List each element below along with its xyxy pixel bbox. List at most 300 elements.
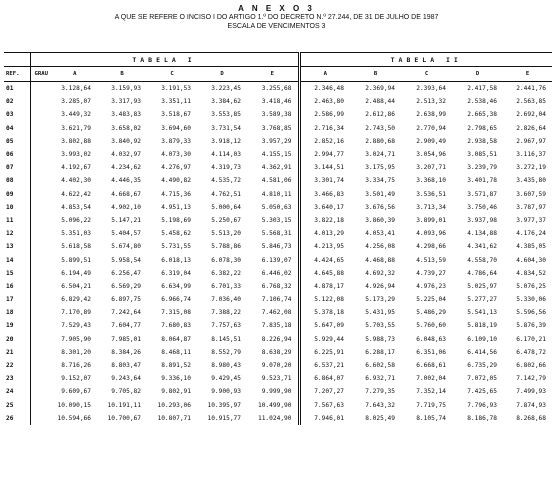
tabela-2-value: 6.602,58 <box>365 362 395 370</box>
tabela-1-value: 7.757,63 <box>211 322 241 330</box>
tabela-1-value: 5.000,64 <box>211 203 241 211</box>
column-header-t2-0: A <box>299 67 350 82</box>
tabela-2-value: 5.076,25 <box>516 282 546 290</box>
column-header-row <box>4 67 552 82</box>
tabela-1-value: 3.223,45 <box>211 85 241 93</box>
tabela-1-value: 6.701,33 <box>211 282 241 290</box>
tabela-1-value: 6.569,29 <box>111 282 141 290</box>
tabela-1-value: 10.191,11 <box>107 401 141 409</box>
tabela-1-value: 4.234,62 <box>111 164 141 172</box>
tabela-2-value: 7.946,01 <box>314 414 344 422</box>
tabela-1-value: 8.226,94 <box>247 333 299 346</box>
table-row <box>4 267 552 280</box>
tabela-2-value: 8.025,49 <box>365 414 395 422</box>
tabela-1-value: 5.513,20 <box>211 230 241 238</box>
tabela-2-value: 5.025,97 <box>467 282 497 290</box>
tabela-1-value: 3.518,67 <box>161 111 191 119</box>
tabela-1-value: 10.807,71 <box>157 414 191 422</box>
column-header-t2-3: D <box>452 67 503 82</box>
tabela-1-value: 3.879,33 <box>161 137 191 145</box>
tabela-1-value: 9.429,45 <box>211 375 241 383</box>
tabela-1-value: 4.951,13 <box>161 203 191 211</box>
tabela-1-value: 4.581,06 <box>247 174 299 187</box>
tabela-1-value: 5.250,67 <box>211 216 241 224</box>
tabela-2-value: 2.798,65 <box>467 124 497 132</box>
ref-cell: 23 <box>4 372 30 385</box>
table-row <box>4 359 552 372</box>
table-row <box>4 399 552 412</box>
tabela-2-value: 4.176,24 <box>516 230 546 238</box>
tabela-1-value: 7.905,90 <box>61 335 91 343</box>
tabela-1-value: 6.504,21 <box>61 282 91 290</box>
tabela-1-value: 10.499,90 <box>247 399 299 412</box>
tabela-1-value: 7.835,18 <box>247 319 299 332</box>
ref-cell: 05 <box>4 135 30 148</box>
ref-cell: 18 <box>4 306 30 319</box>
tabela-1-value: 3.553,85 <box>211 111 241 119</box>
tabela-2-value: 5.703,55 <box>365 322 395 330</box>
tabela-1-value: 3.384,62 <box>211 98 241 106</box>
tabela-2-value: 6.802,66 <box>516 362 546 370</box>
tabela-2-value: 6.048,63 <box>416 335 446 343</box>
column-header-t1-0 <box>30 67 97 82</box>
tabela-2-value: 3.750,46 <box>467 203 497 211</box>
tabela-2-value: 4.692,32 <box>365 269 395 277</box>
tabela-1-value: 7.985,01 <box>111 335 141 343</box>
tabela-2-value: 5.486,29 <box>416 309 446 317</box>
tabela-1-value: 8.716,26 <box>61 362 91 370</box>
tabela-1-value: 6.194,49 <box>61 269 91 277</box>
tabela-2-value: 4.093,96 <box>416 230 446 238</box>
column-header-t2-1: B <box>350 67 401 82</box>
table-row <box>4 82 552 96</box>
tabela-1-value: 4.114,03 <box>211 151 241 159</box>
tabela-2-value: 7.352,14 <box>416 388 446 396</box>
tabela-2-value: 3.272,19 <box>516 164 546 172</box>
table-row <box>4 188 552 201</box>
tabela-1-value: 6.446,02 <box>247 267 299 280</box>
tabela-2-value: 7.072,05 <box>467 375 497 383</box>
tabela-1-value: 3.159,93 <box>111 85 141 93</box>
tabela-1-value: 8.891,52 <box>161 362 191 370</box>
tabela-2-value: 2.826,64 <box>516 124 546 132</box>
tabela-2-value: 5.378,18 <box>314 309 344 317</box>
tabela-1-value: 3.957,29 <box>247 135 299 148</box>
tabela-1-value: 3.731,54 <box>211 124 241 132</box>
tabela-2-value: 4.645,88 <box>314 269 344 277</box>
tabela-2-value: 2.612,86 <box>365 111 395 119</box>
tabela-2-value: 3.822,18 <box>314 216 344 224</box>
tabela-2-value: 7.425,65 <box>467 388 497 396</box>
tabela-2-value: 4.739,27 <box>416 269 446 277</box>
ref-cell: 26 <box>4 412 30 425</box>
tabela-1-value: 8.803,47 <box>111 362 141 370</box>
table-row <box>4 306 552 319</box>
tabela-1-value: 3.317,93 <box>111 98 141 106</box>
tabela-2-value: 4.926,94 <box>365 282 395 290</box>
tabela-2-value: 4.424,65 <box>314 256 344 264</box>
tabela-1-value: 10.594,66 <box>57 414 91 422</box>
tabela-1-value: 3.191,53 <box>161 85 191 93</box>
tabela-2-value: 6.864,07 <box>314 375 344 383</box>
table-row <box>4 201 552 214</box>
tabela-2-value: 6.537,21 <box>314 362 344 370</box>
tabela-1-value: 10.293,06 <box>157 401 191 409</box>
tabela-2-value: 3.401,78 <box>467 177 497 185</box>
tabela-1-value: 3.658,02 <box>111 124 141 132</box>
tabela-1-value: 9.999,90 <box>247 385 299 398</box>
tabela-1-value: 5.731,55 <box>161 243 191 251</box>
ref-cell: 19 <box>4 319 30 332</box>
tabela-2-value: 5.988,73 <box>365 335 395 343</box>
tabela-2-value: 5.647,09 <box>314 322 344 330</box>
table-body <box>4 82 552 425</box>
ref-header: REF. <box>4 67 30 82</box>
tabela-1-value: 6.382,22 <box>211 269 241 277</box>
table-row <box>4 214 552 227</box>
tabela-2-value: 3.024,71 <box>365 151 395 159</box>
tabela-2-value: 7.796,93 <box>467 401 497 409</box>
tabela-1-value: 8.552,79 <box>211 348 241 356</box>
tabela-2-value: 4.053,41 <box>365 230 395 238</box>
tabela-2-value: 2.716,34 <box>314 124 344 132</box>
decree-reference: A QUE SE REFERE O INCISO I DO ARTIGO 1.º DO DECRETO N.º 27.244, DE 31 DE JULHO DE 1987 <box>114 14 439 21</box>
tabela-2-value: 5.760,60 <box>416 322 446 330</box>
tabela-1-value: 7.680,83 <box>161 322 191 330</box>
tabela-1-value: 9.802,91 <box>161 388 191 396</box>
tabela-2-value: 2.692,04 <box>516 111 546 119</box>
tabela-1-value: 3.128,64 <box>61 85 91 93</box>
tabela-1-value: 7.604,77 <box>111 322 141 330</box>
tabela-2-value: 3.116,37 <box>516 151 546 159</box>
table-row <box>4 293 552 306</box>
tabela-2-value: 5.173,29 <box>365 296 395 304</box>
tabela-2-value: 4.298,66 <box>416 243 446 251</box>
tabela-1-value: 10.395,97 <box>207 401 241 409</box>
tabela-1-value: 7.242,64 <box>111 309 141 317</box>
table-row <box>4 319 552 332</box>
tabela-1-value: 5.404,57 <box>111 230 141 238</box>
table-row <box>4 148 552 161</box>
tabela-2-value: 8.105,74 <box>416 414 446 422</box>
tabela-1-value: 4.535,72 <box>211 177 241 185</box>
tabela-1-value: 6.319,04 <box>161 269 191 277</box>
tabela-2-value: 4.213,95 <box>314 243 344 251</box>
annex-title: A N E X O 3 <box>238 4 315 13</box>
tabela-2-value: 2.346,48 <box>314 85 344 93</box>
tabela-1-value: 4.319,73 <box>211 164 241 172</box>
tabela-1-value: 3.694,60 <box>161 124 191 132</box>
tabela-2-value: 6.478,72 <box>516 348 546 356</box>
ref-cell: 13 <box>4 240 30 253</box>
tabela-2-value: 4.013,29 <box>314 230 344 238</box>
column-header-t1-4: E <box>247 67 299 82</box>
tabela-2-value: 7.207,27 <box>314 388 344 396</box>
table-row <box>4 108 552 121</box>
tabela-2-value: 2.994,77 <box>314 151 344 159</box>
tabela-1-value: 4.490,82 <box>161 177 191 185</box>
tabela-1-value: 3.768,85 <box>247 122 299 135</box>
tabela-1-value: 5.458,62 <box>161 230 191 238</box>
tabela-1-value: 5.050,63 <box>247 201 299 214</box>
tabela-1-value: 3.255,68 <box>247 82 299 96</box>
tabela-1-value: 9.609,67 <box>61 388 91 396</box>
tabela-2-value: 6.170,21 <box>516 335 546 343</box>
column-header-t1-1: B <box>97 67 147 82</box>
tabela-1-value: 6.139,07 <box>247 253 299 266</box>
tabela-2-value: 2.513,32 <box>416 98 446 106</box>
tabela-2-value: 2.488,44 <box>365 98 395 106</box>
tabela-1-value: 5.568,31 <box>247 227 299 240</box>
column-header-t1-2: C <box>147 67 197 82</box>
tabela-2-value: 3.571,87 <box>467 190 497 198</box>
tabela-1-value: 3.483,83 <box>111 111 141 119</box>
tabela-2-value: 3.207,71 <box>416 164 446 172</box>
salary-scale-title: ESCALA DE VENCIMENTOS 3 <box>227 23 326 30</box>
tabela-1-value: 6.634,99 <box>161 282 191 290</box>
tabela-2-value: 7.719,75 <box>416 401 446 409</box>
tabela-2-value: 3.368,10 <box>416 177 446 185</box>
ref-cell: 03 <box>4 108 30 121</box>
tabela-1-value: 3.918,12 <box>211 137 241 145</box>
tabela-2-value: 4.604,30 <box>516 256 546 264</box>
tabela-1-value: 4.362,91 <box>247 161 299 174</box>
tabela-1-value: 9.243,64 <box>111 375 141 383</box>
tabela-1-value: 9.152,07 <box>61 375 91 383</box>
tabela-1-value: 6.829,42 <box>61 296 91 304</box>
ref-cell: 17 <box>4 293 30 306</box>
table-row <box>4 253 552 266</box>
tabela-2-value: 6.225,91 <box>314 348 344 356</box>
tabela-2-value: 3.536,51 <box>416 190 446 198</box>
tabela-2-value: 6.109,10 <box>467 335 497 343</box>
tabela-2-value: 4.786,64 <box>467 269 497 277</box>
tabela-1-value: 4.902,10 <box>111 203 141 211</box>
tabela-2-value: 4.341,62 <box>467 243 497 251</box>
tabela-2-value: 3.787,97 <box>516 203 546 211</box>
tabela-2-value: 7.279,35 <box>365 388 395 396</box>
tabela-2-value: 3.239,79 <box>467 164 497 172</box>
tabela-2-value: 5.122,08 <box>314 296 344 304</box>
column-header-t1-3: D <box>197 67 247 82</box>
tabela-2-value: 3.085,51 <box>467 151 497 159</box>
tabela-2-value: 7.874,93 <box>516 401 546 409</box>
tabela-1-value: 4.668,67 <box>111 190 141 198</box>
column-header-t2-4: E <box>503 67 552 82</box>
tabela-2-value: 8.186,78 <box>467 414 497 422</box>
tabela-1-value: 5.899,51 <box>61 256 91 264</box>
tabela-2-value: 7.567,63 <box>314 401 344 409</box>
ref-cell: 22 <box>4 359 30 372</box>
table-row <box>4 333 552 346</box>
ref-cell: 06 <box>4 148 30 161</box>
ref-cell: 10 <box>4 201 30 214</box>
tabela-2-value: 5.596,56 <box>516 309 546 317</box>
tabela-2-value: 4.468,88 <box>365 256 395 264</box>
tabela-2-value: 4.878,17 <box>314 282 344 290</box>
tabela-2-value: 3.466,83 <box>314 190 344 198</box>
tabela-1-value: 9.900,93 <box>211 388 241 396</box>
tabela-2-value: 7.002,04 <box>416 375 446 383</box>
tabela-1-value: 5.958,54 <box>111 256 141 264</box>
tabela-2-value: 3.334,75 <box>365 177 395 185</box>
tabela-1-value: 6.018,13 <box>161 256 191 264</box>
tabela-1-value: 6.966,74 <box>161 296 191 304</box>
tabela-2-value: 5.818,19 <box>467 322 497 330</box>
tabela-1-value: 11.024,90 <box>247 412 299 425</box>
tabela-2-value: 2.441,76 <box>516 85 546 93</box>
ref-cell: 20 <box>4 333 30 346</box>
table-row <box>4 174 552 187</box>
tabela-2-value: 5.541,13 <box>467 309 497 317</box>
tabela-1-value: 4.762,51 <box>211 190 241 198</box>
tabela-1-value: 10.700,67 <box>107 414 141 422</box>
tabela-1-value: 4.402,30 <box>61 177 91 185</box>
tabela-1-value: 5.846,73 <box>247 240 299 253</box>
ref-cell: 09 <box>4 188 30 201</box>
table-row <box>4 240 552 253</box>
tabela-1-value: 5.303,15 <box>247 214 299 227</box>
tabela-2-value: 5.277,27 <box>467 296 497 304</box>
section-tabela-2: TABELA II <box>299 53 552 67</box>
tabela-1-value: 3.418,46 <box>247 95 299 108</box>
tabela-1-value: 5.674,80 <box>111 243 141 251</box>
tabela-1-value: 7.529,43 <box>61 322 91 330</box>
tabela-1-value: 4.192,67 <box>61 164 91 172</box>
table-row <box>4 280 552 293</box>
ref-cell: 24 <box>4 385 30 398</box>
tabela-1-value: 9.705,82 <box>111 388 141 396</box>
tabela-1-value: 6.768,32 <box>247 280 299 293</box>
tabela-2-value: 4.558,70 <box>467 256 497 264</box>
tabela-2-value: 4.385,05 <box>516 243 546 251</box>
tabela-2-value: 2.665,38 <box>467 111 497 119</box>
column-letter: A <box>73 71 77 77</box>
tabela-2-value: 3.860,39 <box>365 216 395 224</box>
tabela-2-value: 5.431,95 <box>365 309 395 317</box>
tabela-2-value: 7.643,32 <box>365 401 395 409</box>
table-row <box>4 135 552 148</box>
tabela-2-value: 3.501,49 <box>365 190 395 198</box>
tabela-2-value: 2.638,99 <box>416 111 446 119</box>
tabela-2-value: 2.463,80 <box>314 98 344 106</box>
tabela-2-value: 7.142,79 <box>516 375 546 383</box>
tabela-1-value: 4.276,97 <box>161 164 191 172</box>
tabela-1-value: 7.106,74 <box>247 293 299 306</box>
ref-cell: 15 <box>4 267 30 280</box>
tabela-2-value: 2.967,97 <box>516 137 546 145</box>
ref-cell: 04 <box>4 122 30 135</box>
tabela-2-value: 5.330,06 <box>516 296 546 304</box>
tabela-1-value: 7.315,08 <box>161 309 191 317</box>
ref-cell: 07 <box>4 161 30 174</box>
tabela-2-value: 6.932,71 <box>365 375 395 383</box>
tabela-2-value: 6.288,17 <box>365 348 395 356</box>
tabela-1-value: 6.897,75 <box>111 296 141 304</box>
ref-spacer <box>4 53 30 67</box>
tabela-1-value: 5.351,03 <box>61 230 91 238</box>
tabela-1-value: 4.810,11 <box>247 188 299 201</box>
ref-cell: 12 <box>4 227 30 240</box>
tabela-2-value: 8.268,68 <box>516 414 546 422</box>
tabela-1-value: 8.384,26 <box>111 348 141 356</box>
tabela-1-value: 10.090,15 <box>57 401 91 409</box>
tabela-1-value: 8.638,29 <box>247 346 299 359</box>
tabela-1-value: 8.301,20 <box>61 348 91 356</box>
tabela-2-value: 6.735,29 <box>467 362 497 370</box>
tabela-1-value: 4.622,42 <box>61 190 91 198</box>
tabela-2-value: 3.640,17 <box>314 203 344 211</box>
tabela-1-value: 3.621,79 <box>61 124 91 132</box>
tabela-1-value: 7.036,40 <box>211 296 241 304</box>
tabela-1-value: 3.285,07 <box>61 98 91 106</box>
tabela-2-value: 2.563,85 <box>516 98 546 106</box>
ref-cell: 21 <box>4 346 30 359</box>
tabela-2-value: 4.834,52 <box>516 269 546 277</box>
tabela-1-value: 3.589,38 <box>247 108 299 121</box>
tabela-1-value: 3.351,11 <box>161 98 191 106</box>
tabela-2-value: 3.676,56 <box>365 203 395 211</box>
tabela-1-value: 10.915,77 <box>207 414 241 422</box>
tabela-2-value: 2.369,94 <box>365 85 395 93</box>
tabela-2-value: 4.134,88 <box>467 230 497 238</box>
tabela-2-value: 5.876,39 <box>516 322 546 330</box>
tabela-2-value: 2.852,16 <box>314 137 344 145</box>
ref-cell: 11 <box>4 214 30 227</box>
tabela-2-value: 3.607,59 <box>516 190 546 198</box>
tabela-2-value: 5.929,44 <box>314 335 344 343</box>
tabela-1-value: 4.853,54 <box>61 203 91 211</box>
tabela-1-value: 5.788,86 <box>211 243 241 251</box>
table-row <box>4 122 552 135</box>
tabela-1-value: 3.840,92 <box>111 137 141 145</box>
table-row <box>4 412 552 425</box>
tabela-2-value: 2.909,49 <box>416 137 446 145</box>
ref-cell: 16 <box>4 280 30 293</box>
tabela-1-value: 4.073,30 <box>161 151 191 159</box>
tabela-2-value: 4.513,59 <box>416 256 446 264</box>
tabela-2-value: 3.713,34 <box>416 203 446 211</box>
tabela-2-value: 6.414,56 <box>467 348 497 356</box>
tabela-1-value: 4.715,36 <box>161 190 191 198</box>
section-tabela-1: TABELA I <box>30 53 299 67</box>
tabela-1-value: 6.256,47 <box>111 269 141 277</box>
tabela-1-value: 4.155,15 <box>247 148 299 161</box>
salary-table <box>4 52 552 425</box>
tabela-1-value: 3.993,02 <box>61 151 91 159</box>
tabela-2-value: 6.351,06 <box>416 348 446 356</box>
tabela-2-value: 2.586,99 <box>314 111 344 119</box>
ref-cell: 02 <box>4 95 30 108</box>
tabela-2-value: 2.743,50 <box>365 124 395 132</box>
tabela-2-value: 3.899,01 <box>416 216 446 224</box>
tabela-1-value: 5.096,22 <box>61 216 91 224</box>
tabela-1-value: 4.446,35 <box>111 177 141 185</box>
tabela-2-value: 3.937,98 <box>467 216 497 224</box>
table-section-header-row <box>4 53 552 67</box>
table-row <box>4 227 552 240</box>
column-header-t2-2: C <box>401 67 452 82</box>
ref-cell: 08 <box>4 174 30 187</box>
tabela-1-value: 7.388,22 <box>211 309 241 317</box>
tabela-1-value: 8.145,51 <box>211 335 241 343</box>
tabela-2-value: 5.225,04 <box>416 296 446 304</box>
ref-cell: 14 <box>4 253 30 266</box>
tabela-1-value: 3.802,88 <box>61 137 91 145</box>
tabela-1-value: 7.170,89 <box>61 309 91 317</box>
table-row <box>4 385 552 398</box>
table-row <box>4 161 552 174</box>
